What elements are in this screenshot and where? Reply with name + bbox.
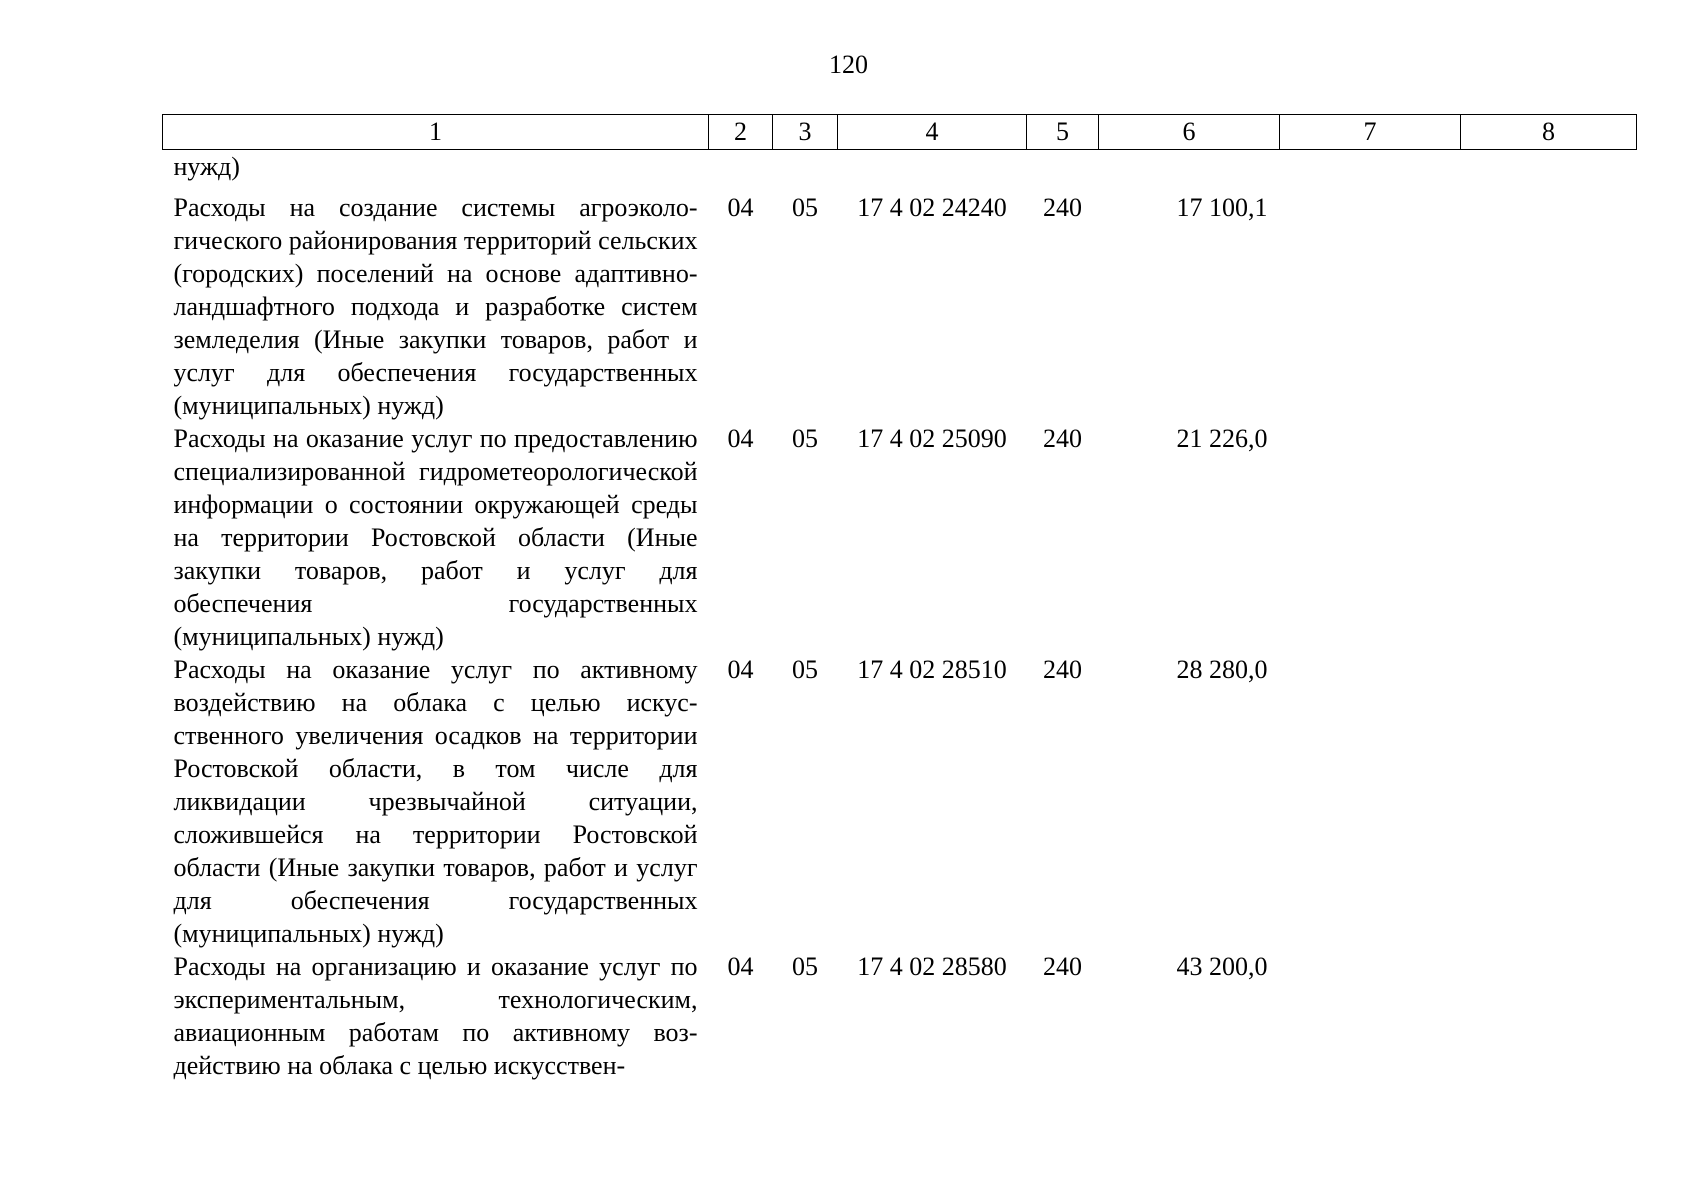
header-col-2: 2 [709, 115, 773, 150]
row-amount: 21 226,0 [1176, 424, 1268, 453]
row-description: Расходы на создание системы агроэкологического районирования территорий сельских (городских) поселений на основе адаптивно-ландшафтного подхода и разработке систем земледелия (Иные закупки товаров, работ и услуг для обеспечения государственных (муниципальных) нужд) [173, 193, 698, 420]
row-expense-type: 240 [1043, 655, 1082, 684]
header-col-4: 4 [838, 115, 1027, 150]
page-number: 120 [829, 50, 868, 79]
header-col-1: 1 [163, 115, 709, 150]
row-description: Расходы на оказание услуг по предоставлению специализированной гидрометеорологической информации о состоянии окружающей среды на территории Ростовской области (Иные закупки товаров, работ и услуг для обеспечения государственных (муниципальных) нужд) [173, 424, 698, 651]
row-col8 [1461, 187, 1637, 422]
row-subsection: 05 [792, 193, 818, 222]
row-col7 [1280, 187, 1461, 422]
header-col-5: 5 [1027, 115, 1099, 150]
row-col8 [1461, 950, 1637, 1082]
header-col-6: 6 [1099, 115, 1280, 150]
budget-table [162, 114, 1637, 1082]
row-expense-type: 240 [1043, 193, 1082, 222]
continuation-text: нужд) [173, 152, 240, 181]
row-description: Расходы на оказание услуг по активному воздействию на облака с целью искусственного увеличения осадков на территории Ростовской области, в том числе для ликвидации чрезвычайной ситуации, сложившейся на территории Ростовской области (Иные закупки товаров, работ и услуг для обеспечения государственных (муниципальных) нужд) [173, 655, 698, 948]
row-subsection: 05 [792, 424, 818, 453]
row-amount: 17 100,1 [1176, 193, 1268, 222]
table-row [163, 653, 1637, 950]
row-section: 04 [727, 424, 754, 453]
row-subsection: 05 [792, 952, 818, 981]
row-description: Расходы на организацию и оказание услуг по экспериментальным, технологическим, авиационным работам по активному воздействию на облака с целью искусствен- [173, 952, 698, 1080]
table-row [163, 950, 1637, 1082]
table-row [163, 422, 1637, 653]
header-col-8: 8 [1461, 115, 1637, 150]
row-amount: 43 200,0 [1176, 952, 1268, 981]
row-col8 [1461, 422, 1637, 653]
row-target-article: 17 4 02 25090 [857, 424, 1007, 453]
row-subsection: 05 [792, 655, 818, 684]
row-target-article: 17 4 02 28510 [857, 655, 1007, 684]
continuation-row [163, 150, 1637, 188]
row-expense-type: 240 [1043, 952, 1082, 981]
row-section: 04 [727, 193, 754, 222]
row-col7 [1280, 653, 1461, 950]
header-row [163, 115, 1637, 150]
row-col8 [1461, 653, 1637, 950]
table-row [163, 187, 1637, 422]
header-col-3: 3 [773, 115, 838, 150]
row-section: 04 [727, 952, 754, 981]
row-expense-type: 240 [1043, 424, 1082, 453]
row-target-article: 17 4 02 24240 [857, 193, 1007, 222]
row-target-article: 17 4 02 28580 [857, 952, 1007, 981]
header-col-7: 7 [1280, 115, 1461, 150]
row-amount: 28 280,0 [1176, 655, 1268, 684]
row-col7 [1280, 950, 1461, 1082]
row-col7 [1280, 422, 1461, 653]
row-section: 04 [727, 655, 754, 684]
